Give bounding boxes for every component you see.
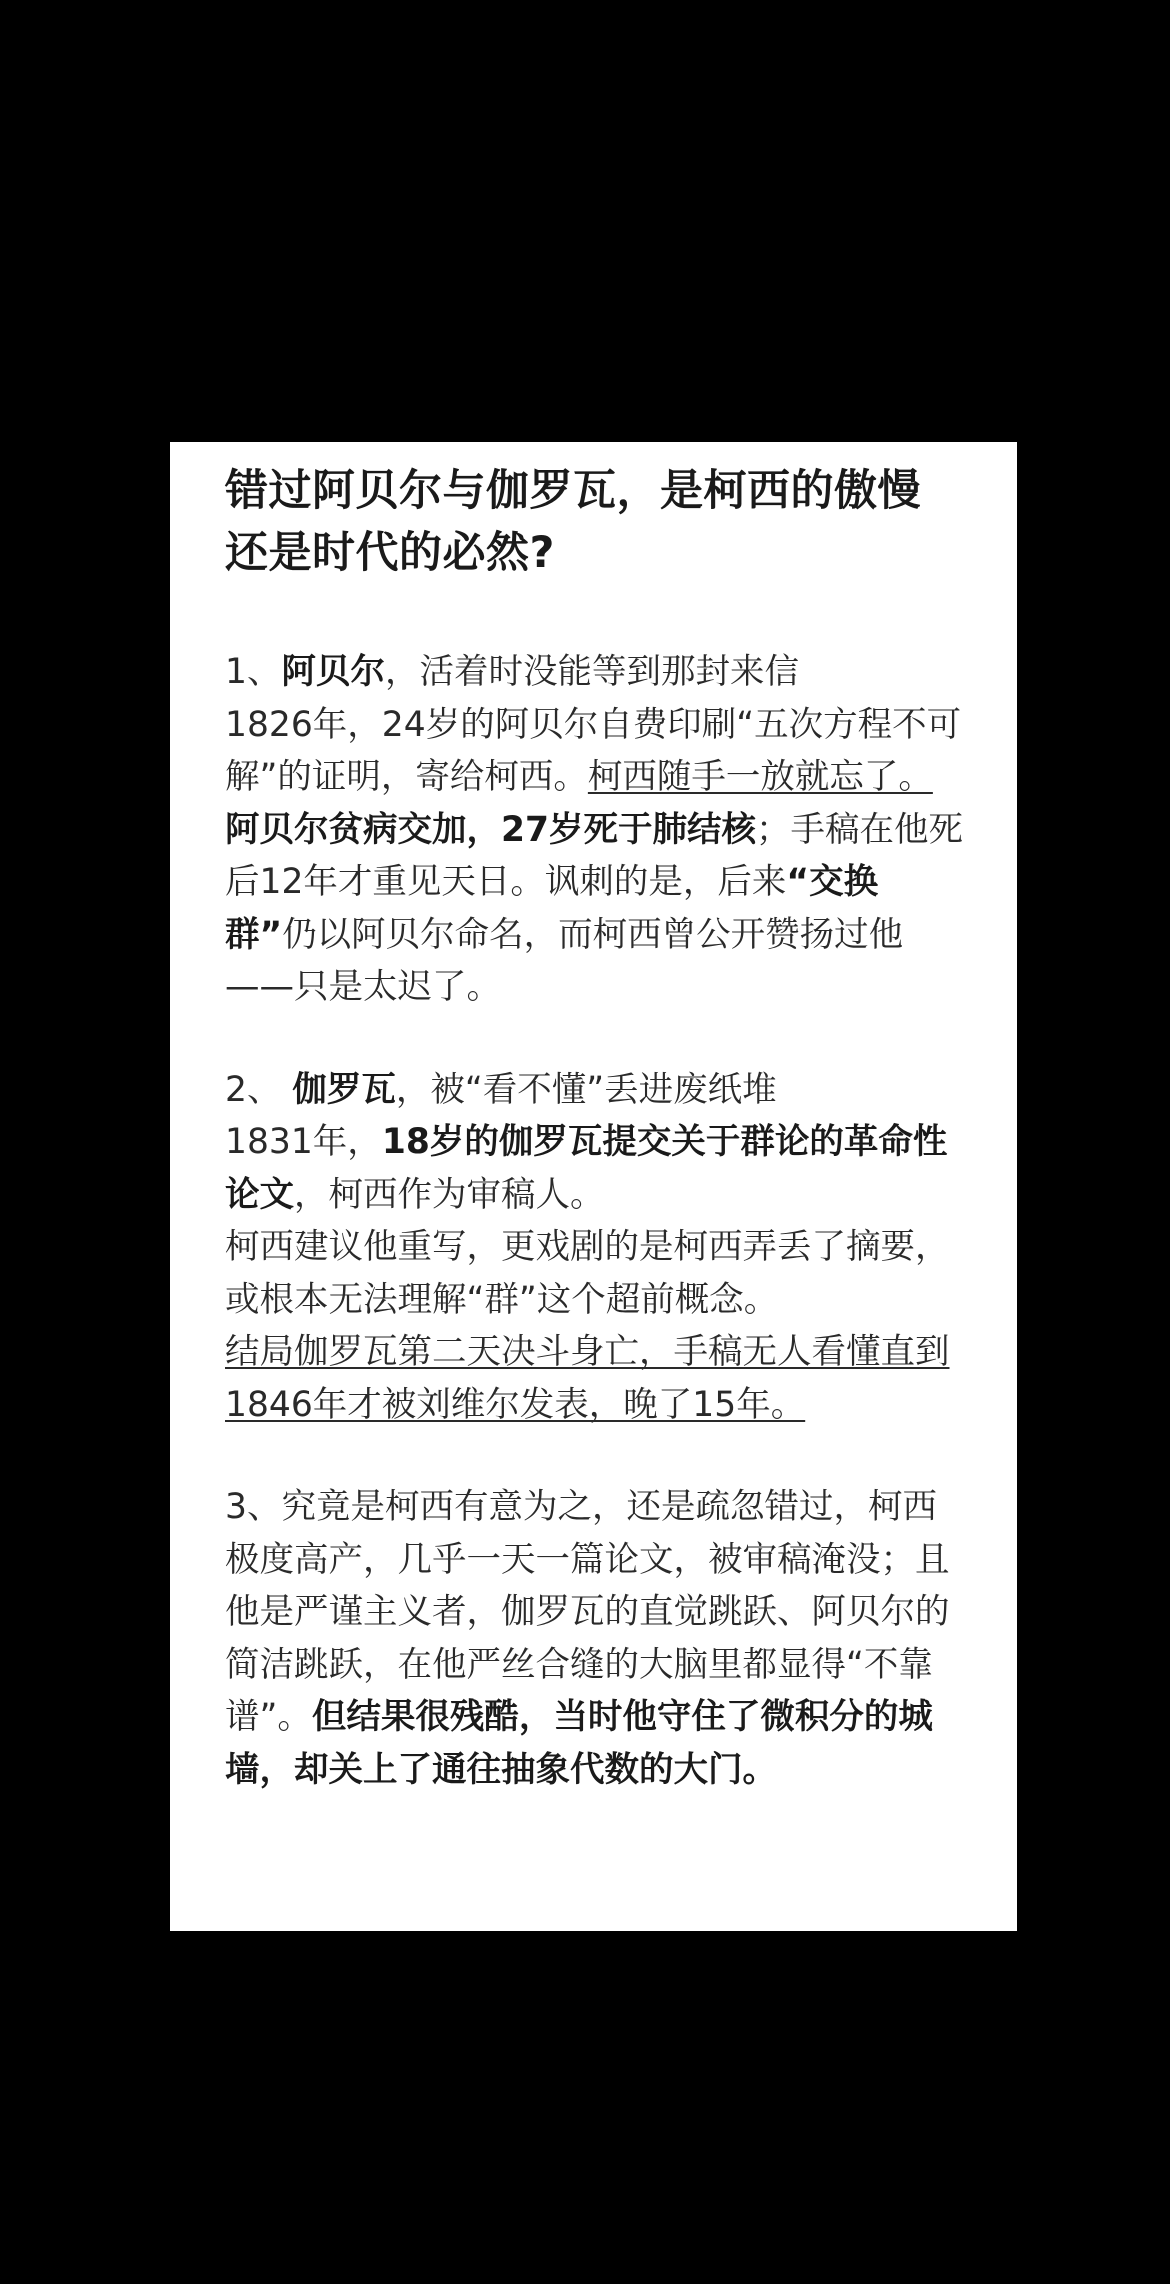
article-title: 错过阿贝尔与伽罗瓦，是柯西的傲慢还是时代的必然? [225,466,921,578]
section-heading-galois [225,1064,963,1117]
section-abel [225,646,963,1014]
paragraph: 柯西建议他重写，更戏剧的是柯西弄丢了摘要，或根本无法理解“群”这个超前概念。 [225,1227,950,1320]
section-name: 阿贝尔 [281,652,385,692]
paragraph-text: ；手稿在他死后12年才重见天日。讽刺的是，后来 [225,809,964,902]
section-name: 伽罗瓦 [292,1069,396,1110]
paragraph-text: 1826年，24岁的阿贝尔自费印刷“五次方程不可解”的证明，寄给柯西。 [225,704,962,797]
paragraph [225,699,963,804]
paragraph [225,1116,963,1221]
paragraph [225,1481,963,1796]
paragraph-text: 仍以阿贝尔命名，而柯西曾公开赞扬过他——只是太迟了。 [225,914,904,1007]
bold-text: 18岁的伽罗瓦提交关于群论的革命性论文 [225,1122,948,1215]
section-heading-abel [225,646,963,699]
paragraph-text: 1831年， [225,1122,382,1162]
paragraph [225,804,963,1014]
section-heading-text: ，被“看不懂”丢进废纸堆 [395,1069,777,1110]
section-conclusion [225,1481,963,1796]
section-number: 2、 [225,1069,293,1110]
paragraph-text: ，柯西作为审稿人。 [294,1174,605,1215]
underlined-text: 结局伽罗瓦第二天决斗身亡，手稿无人看懂直到1846年才被刘维尔发表，晚了15年。 [225,1332,950,1425]
section-number: 1、 [225,652,282,692]
section-heading-text: ，活着时没能等到那封来信 [384,652,799,692]
bold-text: 阿贝尔贫病交加，27岁死于肺结核 [225,809,757,850]
underlined-text: 柯西随手一放就忘了。 [587,757,933,797]
article-card [170,442,1017,1931]
paragraph-text: 3、究竟是柯西有意为之，还是疏忽错过，柯西极度高产，几乎一天一篇论文，被审稿淹没；且他是严谨主义者，伽罗瓦的直觉跳跃、阿贝尔的简洁跳跃，在他严丝合缝的大脑里都显得“不靠谱”。 [225,1487,950,1737]
paragraph [225,1326,963,1431]
section-galois [225,1064,963,1432]
bold-text: 但结果很残酷，当时他守住了微积分的城墙，却关上了通往抽象代数的大门。 [225,1697,933,1790]
bold-text: “交换群” [225,862,879,955]
